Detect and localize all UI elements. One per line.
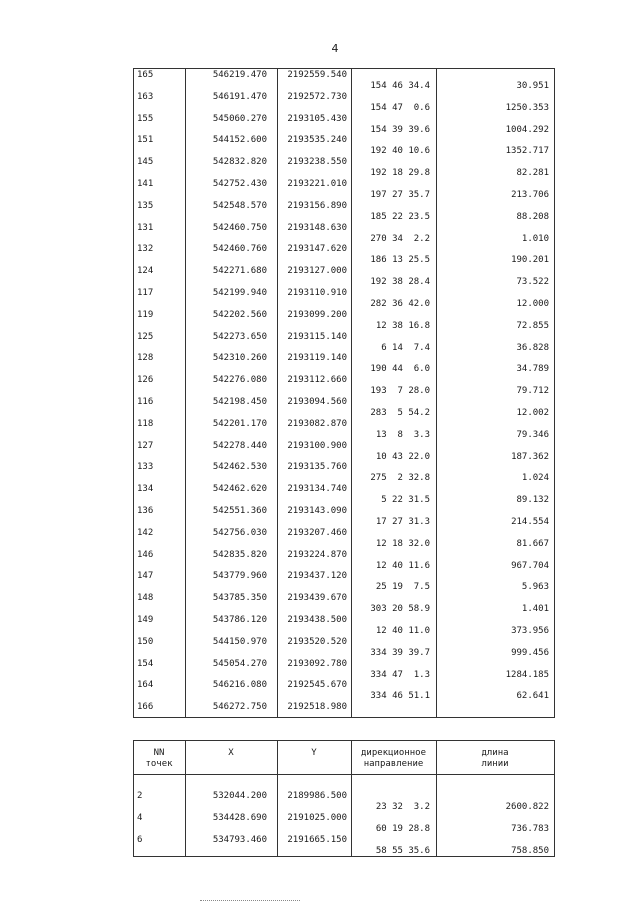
- table-border-bottom: [133, 717, 555, 718]
- table-border-top: [133, 740, 555, 741]
- header-y: Y: [311, 748, 317, 758]
- direction-angle: 60 19 28.8: [375, 824, 430, 834]
- point-number: 119: [137, 309, 154, 320]
- point-number: 164: [137, 680, 154, 691]
- y-coordinate: 2193224.870: [287, 549, 347, 560]
- line-length: 190.201: [511, 255, 549, 266]
- direction-angle: 12 40 11.6: [375, 560, 430, 571]
- direction-angle: 186 13 25.5: [370, 255, 430, 266]
- direction-angle: 193 7 28.0: [370, 386, 430, 397]
- direction-angle: 13 8 3.3: [375, 429, 430, 440]
- x-coordinate: 542199.940: [212, 288, 267, 298]
- x-coordinate: 544152.600: [212, 135, 267, 146]
- x-coordinate: 542310.260: [212, 353, 267, 364]
- direction-angle: 154 47 0.6: [370, 102, 430, 113]
- table-border-top: [133, 68, 555, 69]
- point-number: 2: [137, 791, 143, 801]
- point-number: 151: [137, 135, 154, 146]
- line-length: 73.522: [516, 277, 549, 288]
- y-coordinate: 2193134.740: [287, 484, 347, 495]
- point-number: 150: [137, 636, 154, 647]
- y-coordinate: 2192572.730: [287, 91, 347, 102]
- x-coordinate: 542462.530: [212, 462, 267, 473]
- point-number: 163: [137, 91, 154, 102]
- x-coordinate: 546216.080: [212, 680, 267, 691]
- x-coordinate: 543785.350: [212, 593, 267, 604]
- line-length: 758.850: [511, 846, 549, 856]
- line-length: 1284.185: [505, 669, 549, 680]
- x-coordinate: 534793.460: [212, 835, 267, 845]
- point-number: 148: [137, 593, 154, 604]
- line-length: 12.002: [516, 408, 549, 418]
- y-coordinate: 2193094.560: [287, 397, 347, 407]
- scan-edge-line: [200, 900, 300, 901]
- column-divider: [277, 68, 278, 718]
- y-coordinate: 2193127.000: [287, 266, 347, 277]
- line-length: 30.951: [516, 81, 549, 91]
- point-number: 155: [137, 113, 154, 124]
- point-number: 127: [137, 440, 154, 451]
- y-coordinate: 2193439.670: [287, 593, 347, 604]
- y-coordinate: 2193135.760: [287, 462, 347, 473]
- table-border-bottom: [133, 856, 555, 857]
- column-divider: [351, 68, 352, 718]
- header-divider: [133, 774, 555, 775]
- header-direction: дирекционное направление: [360, 748, 427, 769]
- line-length: 1004.292: [505, 124, 549, 135]
- line-length: 999.456: [511, 647, 549, 658]
- x-coordinate: 545054.270: [212, 658, 267, 669]
- point-number: 128: [137, 353, 154, 364]
- x-coordinate: 542551.360: [212, 506, 267, 516]
- direction-angle: 270 34 2.2: [370, 233, 430, 244]
- header-x: X: [228, 748, 234, 758]
- point-number: 136: [137, 506, 154, 516]
- point-number: 116: [137, 397, 154, 407]
- point-number: 135: [137, 200, 154, 211]
- direction-angle: 283 5 54.2: [370, 408, 430, 418]
- direction-angle: 154 39 39.6: [370, 124, 430, 135]
- direction-angle: 190 44 6.0: [370, 364, 430, 375]
- point-number: 126: [137, 375, 154, 386]
- direction-angle: 25 19 7.5: [375, 582, 430, 593]
- x-coordinate: 542201.170: [212, 418, 267, 429]
- direction-angle: 12 38 16.8: [375, 320, 430, 331]
- point-number: 132: [137, 244, 154, 255]
- direction-angle: 334 46 51.1: [370, 691, 430, 702]
- direction-angle: 192 40 10.6: [370, 146, 430, 157]
- x-coordinate: 542548.570: [212, 200, 267, 211]
- page-number: 4: [331, 42, 339, 55]
- x-coordinate: 542832.820: [212, 157, 267, 168]
- line-length: 82.281: [516, 168, 549, 179]
- direction-angle: 58 55 35.6: [375, 846, 430, 856]
- x-coordinate: 542835.820: [212, 549, 267, 560]
- x-coordinate: 542278.440: [212, 440, 267, 451]
- y-coordinate: 2193100.900: [287, 440, 347, 451]
- line-length: 36.828: [516, 342, 549, 353]
- line-length: 2600.822: [505, 802, 549, 812]
- line-length: 34.789: [516, 364, 549, 375]
- y-coordinate: 2192518.980: [287, 702, 347, 713]
- table-border-left: [133, 68, 134, 718]
- direction-angle: 154 46 34.4: [370, 81, 430, 91]
- direction-angle: 275 2 32.8: [370, 473, 430, 484]
- point-number: 4: [137, 813, 143, 823]
- x-coordinate: 542273.650: [212, 331, 267, 342]
- x-coordinate: 544150.970: [212, 636, 267, 647]
- point-number: 142: [137, 527, 154, 538]
- y-coordinate: 2193112.660: [287, 375, 347, 386]
- y-coordinate: 2193520.520: [287, 636, 347, 647]
- x-coordinate: 542460.760: [212, 244, 267, 255]
- point-number: 149: [137, 615, 154, 625]
- point-number: 147: [137, 571, 154, 582]
- direction-angle: 192 38 28.4: [370, 277, 430, 288]
- direction-angle: 334 47 1.3: [370, 669, 430, 680]
- line-length: 213.706: [511, 190, 549, 200]
- x-coordinate: 534428.690: [212, 813, 267, 823]
- point-number: 125: [137, 331, 154, 342]
- line-length: 736.783: [511, 824, 549, 834]
- line-length: 88.208: [516, 211, 549, 222]
- direction-angle: 334 39 39.7: [370, 647, 430, 658]
- x-coordinate: 546219.470: [212, 70, 267, 80]
- y-coordinate: 2193238.550: [287, 157, 347, 168]
- coordinates-table: [133, 68, 555, 718]
- direction-angle: 185 22 23.5: [370, 211, 430, 222]
- y-coordinate: 2193143.090: [287, 506, 347, 516]
- point-number: 6: [137, 835, 143, 845]
- line-length: 1352.717: [505, 146, 549, 157]
- point-number: 117: [137, 288, 154, 298]
- line-length: 967.704: [511, 560, 549, 571]
- y-coordinate: 2193156.890: [287, 200, 347, 211]
- line-length: 81.667: [516, 538, 549, 549]
- point-number: 166: [137, 702, 154, 713]
- y-coordinate: 2193535.240: [287, 135, 347, 146]
- y-coordinate: 2191665.150: [287, 835, 347, 845]
- y-coordinate: 2193099.200: [287, 309, 347, 320]
- y-coordinate: 2193110.910: [287, 288, 347, 298]
- direction-angle: 10 43 22.0: [375, 451, 430, 462]
- column-divider: [436, 68, 437, 718]
- line-length: 187.362: [511, 451, 549, 462]
- y-coordinate: 2193092.780: [287, 658, 347, 669]
- direction-angle: 197 27 35.7: [370, 190, 430, 200]
- y-coordinate: 2193119.140: [287, 353, 347, 364]
- line-length: 79.346: [516, 429, 549, 440]
- x-coordinate: 542756.030: [212, 527, 267, 538]
- x-coordinate: 546191.470: [212, 91, 267, 102]
- y-coordinate: 2193105.430: [287, 113, 347, 124]
- coordinates-table-2: [133, 740, 555, 857]
- y-coordinate: 2193082.870: [287, 418, 347, 429]
- direction-angle: 5 22 31.5: [381, 495, 430, 506]
- direction-angle: 192 18 29.8: [370, 168, 430, 179]
- y-coordinate: 2193437.120: [287, 571, 347, 582]
- y-coordinate: 2193115.140: [287, 331, 347, 342]
- line-length: 1.024: [521, 473, 549, 484]
- x-coordinate: 542202.560: [212, 309, 267, 320]
- x-coordinate: 542271.680: [212, 266, 267, 277]
- point-number: 134: [137, 484, 154, 495]
- y-coordinate: 2193438.500: [287, 615, 347, 625]
- line-length: 214.554: [511, 517, 549, 527]
- y-coordinate: 2189986.500: [287, 791, 347, 801]
- x-coordinate: 542460.750: [212, 222, 267, 233]
- point-number: 165: [137, 70, 154, 80]
- direction-angle: 23 32 3.2: [375, 802, 430, 812]
- y-coordinate: 2193221.010: [287, 179, 347, 189]
- line-length: 1250.353: [505, 102, 549, 113]
- y-coordinate: 2193148.630: [287, 222, 347, 233]
- y-coordinate: 2193207.460: [287, 527, 347, 538]
- y-coordinate: 2191025.000: [287, 813, 347, 823]
- direction-angle: 17 27 31.3: [375, 517, 430, 527]
- table-border-right: [554, 740, 555, 857]
- column-divider: [185, 68, 186, 718]
- point-number: 118: [137, 418, 154, 429]
- y-coordinate: 2193147.620: [287, 244, 347, 255]
- direction-angle: 12 40 11.0: [375, 626, 430, 636]
- x-coordinate: 542752.430: [212, 179, 267, 189]
- line-length: 5.963: [521, 582, 549, 593]
- header-length: длина линии: [481, 748, 509, 769]
- point-number: 146: [137, 549, 154, 560]
- point-number: 133: [137, 462, 154, 473]
- line-length: 62.641: [516, 691, 549, 702]
- header-nn: NN точек: [145, 748, 173, 769]
- x-coordinate: 532044.200: [212, 791, 267, 801]
- point-number: 141: [137, 179, 154, 189]
- line-length: 1.010: [521, 233, 549, 244]
- direction-angle: 282 36 42.0: [370, 299, 430, 309]
- line-length: 1.401: [521, 604, 549, 615]
- point-number: 145: [137, 157, 154, 168]
- x-coordinate: 543779.960: [212, 571, 267, 582]
- x-coordinate: 542198.450: [212, 397, 267, 407]
- x-coordinate: 546272.750: [212, 702, 267, 713]
- x-coordinate: 542462.620: [212, 484, 267, 495]
- line-length: 373.956: [511, 626, 549, 636]
- x-coordinate: 545060.270: [212, 113, 267, 124]
- direction-angle: 12 18 32.0: [375, 538, 430, 549]
- direction-angle: 6 14 7.4: [381, 342, 430, 353]
- line-length: 89.132: [516, 495, 549, 506]
- table-border-right: [554, 68, 555, 718]
- y-coordinate: 2192559.540: [287, 70, 347, 80]
- direction-angle: 303 20 58.9: [370, 604, 430, 615]
- line-length: 72.855: [516, 320, 549, 331]
- point-number: 154: [137, 658, 154, 669]
- y-coordinate: 2192545.670: [287, 680, 347, 691]
- line-length: 79.712: [516, 386, 549, 397]
- point-number: 124: [137, 266, 154, 277]
- point-number: 131: [137, 222, 154, 233]
- line-length: 12.000: [516, 299, 549, 309]
- x-coordinate: 543786.120: [212, 615, 267, 625]
- x-coordinate: 542276.080: [212, 375, 267, 386]
